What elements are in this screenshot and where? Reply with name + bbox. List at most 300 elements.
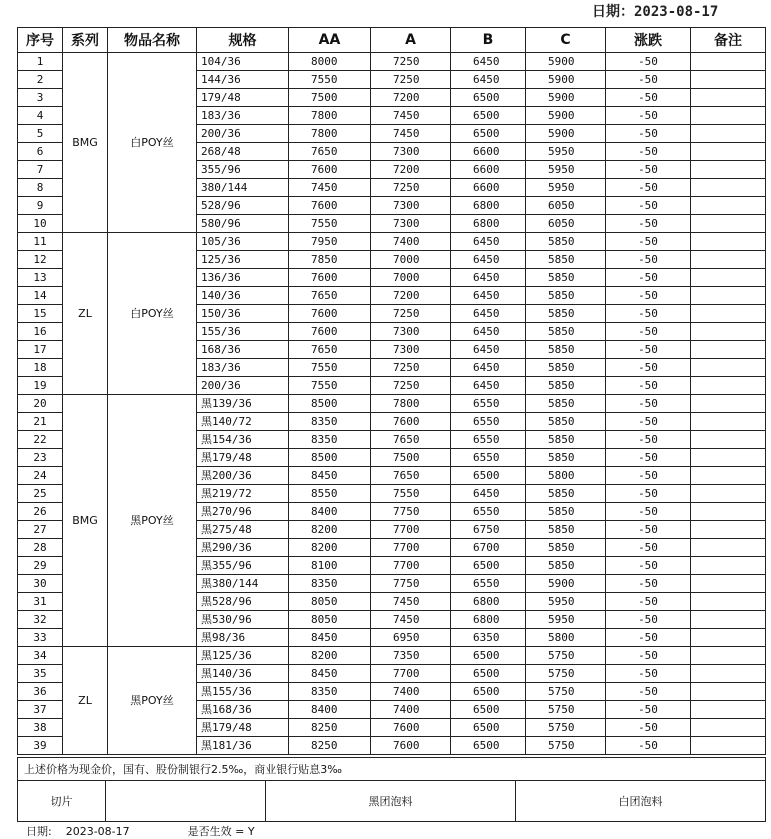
cell-c: 5750 [526, 719, 606, 737]
cell-b: 6600 [451, 179, 526, 197]
cell-c: 5850 [526, 341, 606, 359]
cell-aa: 8250 [289, 719, 371, 737]
table-row [18, 233, 766, 251]
cell-b: 6800 [451, 215, 526, 233]
cell-no: 30 [18, 575, 63, 593]
cell-b: 6500 [451, 557, 526, 575]
cell-b: 6550 [451, 413, 526, 431]
cell-b: 6500 [451, 719, 526, 737]
cell-aa: 7550 [289, 359, 371, 377]
cell-a: 7250 [371, 359, 451, 377]
cell-spec: 黑155/36 [197, 683, 289, 701]
cell-spec: 黑168/36 [197, 701, 289, 719]
cell-no: 14 [18, 287, 63, 305]
cell-c: 5950 [526, 179, 606, 197]
cell-a: 7400 [371, 683, 451, 701]
cell-spec: 155/36 [197, 323, 289, 341]
cell-aa: 8350 [289, 431, 371, 449]
cell-product: 黑POY丝 [108, 647, 197, 755]
cell-remark [691, 269, 766, 287]
cell-aa: 8000 [289, 53, 371, 71]
cell-change: -50 [606, 431, 691, 449]
cell-spec: 黑140/36 [197, 665, 289, 683]
cell-a: 7250 [371, 305, 451, 323]
cell-change: -50 [606, 107, 691, 125]
cell-a: 7250 [371, 71, 451, 89]
cell-a: 7450 [371, 611, 451, 629]
cell-b: 6500 [451, 683, 526, 701]
cell-product: 白POY丝 [108, 53, 197, 233]
table-body [18, 53, 766, 755]
cell-spec: 380/144 [197, 179, 289, 197]
cell-change: -50 [606, 503, 691, 521]
cell-change: -50 [606, 269, 691, 287]
cell-spec: 580/96 [197, 215, 289, 233]
cell-a: 7000 [371, 269, 451, 287]
cell-c: 5750 [526, 737, 606, 755]
cell-aa: 8500 [289, 395, 371, 413]
cell-b: 6450 [451, 323, 526, 341]
cell-spec: 黑179/48 [197, 449, 289, 467]
cell-spec: 104/36 [197, 53, 289, 71]
cell-spec: 黑125/36 [197, 647, 289, 665]
price-remark: 上述价格为现金价，国有、股份制银行2.5‰，商业银行贴息3‰ [18, 758, 766, 781]
cell-aa: 7550 [289, 215, 371, 233]
cell-a: 7300 [371, 323, 451, 341]
cell-remark [691, 377, 766, 395]
cell-no: 4 [18, 107, 63, 125]
cell-no: 34 [18, 647, 63, 665]
cell-remark [691, 485, 766, 503]
cell-series: BMG [63, 395, 108, 647]
cell-a: 7600 [371, 737, 451, 755]
cell-change: -50 [606, 359, 691, 377]
cell-remark [691, 521, 766, 539]
cell-no: 18 [18, 359, 63, 377]
cell-a: 6950 [371, 629, 451, 647]
cell-spec: 268/48 [197, 143, 289, 161]
cell-remark [691, 143, 766, 161]
cell-aa: 7550 [289, 377, 371, 395]
cell-no: 9 [18, 197, 63, 215]
cell-change: -50 [606, 215, 691, 233]
cell-b: 6500 [451, 125, 526, 143]
cell-remark [691, 179, 766, 197]
cell-a: 7200 [371, 287, 451, 305]
cell-spec: 150/36 [197, 305, 289, 323]
cell-remark [691, 647, 766, 665]
table-row [18, 53, 766, 71]
cell-c: 5750 [526, 647, 606, 665]
cell-series: ZL [63, 647, 108, 755]
cell-c: 5850 [526, 413, 606, 431]
cell-spec: 黑290/36 [197, 539, 289, 557]
cell-spec: 黑154/36 [197, 431, 289, 449]
cell-b: 6750 [451, 521, 526, 539]
cell-a: 7400 [371, 233, 451, 251]
cell-aa: 7600 [289, 197, 371, 215]
cell-aa: 7800 [289, 107, 371, 125]
table-row [18, 395, 766, 413]
cell-spec: 黑98/36 [197, 629, 289, 647]
cell-remark [691, 449, 766, 467]
header-row [18, 28, 766, 53]
cell-remark [691, 305, 766, 323]
cell-remark [691, 557, 766, 575]
cell-change: -50 [606, 143, 691, 161]
cell-change: -50 [606, 395, 691, 413]
cell-aa: 8400 [289, 503, 371, 521]
cell-c: 5850 [526, 431, 606, 449]
cell-c: 5850 [526, 287, 606, 305]
cell-a: 7650 [371, 467, 451, 485]
cell-b: 6450 [451, 341, 526, 359]
cell-a: 7200 [371, 89, 451, 107]
cell-b: 6500 [451, 467, 526, 485]
cell-b: 6600 [451, 143, 526, 161]
cell-remark [691, 89, 766, 107]
cell-spec: 168/36 [197, 341, 289, 359]
cell-a: 7200 [371, 161, 451, 179]
cell-aa: 8350 [289, 683, 371, 701]
cell-a: 7400 [371, 701, 451, 719]
cell-no: 6 [18, 143, 63, 161]
cell-spec: 183/36 [197, 107, 289, 125]
cell-b: 6450 [451, 71, 526, 89]
cell-c: 5850 [526, 557, 606, 575]
cell-aa: 8400 [289, 701, 371, 719]
cell-a: 7700 [371, 557, 451, 575]
cell-a: 7600 [371, 719, 451, 737]
cell-c: 5950 [526, 593, 606, 611]
cell-a: 7550 [371, 485, 451, 503]
cell-no: 19 [18, 377, 63, 395]
cell-c: 5850 [526, 359, 606, 377]
cell-aa: 7650 [289, 287, 371, 305]
cell-no: 31 [18, 593, 63, 611]
cell-remark [691, 737, 766, 755]
cell-a: 7350 [371, 647, 451, 665]
cell-b: 6700 [451, 539, 526, 557]
cell-b: 6350 [451, 629, 526, 647]
col-header-b: B [451, 28, 526, 53]
cell-change: -50 [606, 647, 691, 665]
cell-remark [691, 323, 766, 341]
cell-b: 6500 [451, 107, 526, 125]
cell-change: -50 [606, 71, 691, 89]
cell-aa: 8350 [289, 413, 371, 431]
cell-change: -50 [606, 701, 691, 719]
cell-no: 26 [18, 503, 63, 521]
cell-a: 7700 [371, 521, 451, 539]
cell-remark [691, 629, 766, 647]
cell-no: 29 [18, 557, 63, 575]
cell-a: 7300 [371, 197, 451, 215]
cell-b: 6450 [451, 53, 526, 71]
cell-no: 25 [18, 485, 63, 503]
cell-no: 21 [18, 413, 63, 431]
cell-spec: 200/36 [197, 377, 289, 395]
cell-b: 6550 [451, 395, 526, 413]
col-header-change: 涨跌 [606, 28, 691, 53]
cell-c: 5850 [526, 485, 606, 503]
cell-remark [691, 395, 766, 413]
report-date-value: 2023-08-17 [634, 4, 719, 20]
cell-remark [691, 287, 766, 305]
cell-change: -50 [606, 575, 691, 593]
cell-remark [691, 215, 766, 233]
cell-a: 7300 [371, 143, 451, 161]
col-header-remark: 备注 [691, 28, 766, 53]
cell-c: 5900 [526, 107, 606, 125]
col-header-c: C [526, 28, 606, 53]
cell-c: 5850 [526, 539, 606, 557]
cell-no: 5 [18, 125, 63, 143]
cell-no: 8 [18, 179, 63, 197]
cell-no: 35 [18, 665, 63, 683]
cell-b: 6500 [451, 647, 526, 665]
cell-remark [691, 575, 766, 593]
cell-aa: 8550 [289, 485, 371, 503]
cell-b: 6550 [451, 431, 526, 449]
cell-remark [691, 467, 766, 485]
cell-aa: 7600 [289, 161, 371, 179]
cell-b: 6450 [451, 269, 526, 287]
cell-remark [691, 539, 766, 557]
report-date [592, 1, 718, 21]
price-table [17, 27, 766, 755]
cell-change: -50 [606, 449, 691, 467]
cell-no: 15 [18, 305, 63, 323]
cell-aa: 7950 [289, 233, 371, 251]
cell-change: -50 [606, 557, 691, 575]
cell-spec: 黑181/36 [197, 737, 289, 755]
cell-series: ZL [63, 233, 108, 395]
cell-no: 13 [18, 269, 63, 287]
cell-spec: 136/36 [197, 269, 289, 287]
cell-spec: 355/96 [197, 161, 289, 179]
cell-change: -50 [606, 377, 691, 395]
cell-remark [691, 53, 766, 71]
cell-c: 5850 [526, 305, 606, 323]
cell-change: -50 [606, 467, 691, 485]
cell-b: 6500 [451, 89, 526, 107]
cell-no: 17 [18, 341, 63, 359]
cell-change: -50 [606, 179, 691, 197]
cell-no: 3 [18, 89, 63, 107]
cell-a: 7450 [371, 125, 451, 143]
cell-b: 6600 [451, 161, 526, 179]
cell-change: -50 [606, 539, 691, 557]
cell-b: 6450 [451, 377, 526, 395]
cell-b: 6550 [451, 575, 526, 593]
cell-no: 39 [18, 737, 63, 755]
cell-b: 6500 [451, 737, 526, 755]
cell-no: 38 [18, 719, 63, 737]
cell-aa: 8450 [289, 665, 371, 683]
cell-change: -50 [606, 197, 691, 215]
cell-change: -50 [606, 89, 691, 107]
cell-change: -50 [606, 341, 691, 359]
cell-a: 7500 [371, 449, 451, 467]
cell-c: 5850 [526, 323, 606, 341]
cell-no: 27 [18, 521, 63, 539]
cell-c: 5900 [526, 53, 606, 71]
cell-b: 6450 [451, 233, 526, 251]
cell-change: -50 [606, 233, 691, 251]
bottom-date-value: 2023-08-17 [65, 825, 130, 838]
cell-c: 5850 [526, 503, 606, 521]
cell-remark [691, 413, 766, 431]
footer-label-white-lump: 白团泡料 [516, 781, 766, 822]
cell-aa: 7600 [289, 323, 371, 341]
cell-aa: 8050 [289, 611, 371, 629]
report-date-label: 日期： [592, 4, 634, 20]
cell-a: 7250 [371, 53, 451, 71]
cell-change: -50 [606, 323, 691, 341]
cell-c: 5850 [526, 251, 606, 269]
cell-c: 5950 [526, 143, 606, 161]
cell-remark [691, 197, 766, 215]
cell-c: 5750 [526, 683, 606, 701]
cell-remark [691, 251, 766, 269]
cell-c: 5850 [526, 395, 606, 413]
cell-change: -50 [606, 737, 691, 755]
cell-change: -50 [606, 665, 691, 683]
cell-aa: 7800 [289, 125, 371, 143]
bottom-date-label: 日期: [26, 825, 52, 838]
cell-aa: 8450 [289, 629, 371, 647]
cell-remark [691, 719, 766, 737]
cell-a: 7750 [371, 575, 451, 593]
cell-aa: 7550 [289, 71, 371, 89]
cell-c: 5750 [526, 665, 606, 683]
footer-table [17, 757, 766, 822]
cell-remark [691, 701, 766, 719]
cell-remark [691, 593, 766, 611]
cell-aa: 7850 [289, 251, 371, 269]
cell-c: 5950 [526, 161, 606, 179]
cell-aa: 8200 [289, 521, 371, 539]
cell-change: -50 [606, 683, 691, 701]
col-header-product: 物品名称 [108, 28, 197, 53]
cell-b: 6450 [451, 359, 526, 377]
cell-spec: 黑140/72 [197, 413, 289, 431]
cell-b: 6800 [451, 611, 526, 629]
cell-remark [691, 125, 766, 143]
cell-aa: 8200 [289, 647, 371, 665]
cell-spec: 黑179/48 [197, 719, 289, 737]
cell-no: 28 [18, 539, 63, 557]
cell-b: 6450 [451, 485, 526, 503]
cell-b: 6450 [451, 251, 526, 269]
cell-series: BMG [63, 53, 108, 233]
cell-a: 7000 [371, 251, 451, 269]
cell-b: 6450 [451, 305, 526, 323]
cell-product: 黑POY丝 [108, 395, 197, 647]
cell-remark [691, 359, 766, 377]
cell-change: -50 [606, 53, 691, 71]
cell-c: 5950 [526, 611, 606, 629]
table-row [18, 647, 766, 665]
cell-no: 12 [18, 251, 63, 269]
cell-no: 33 [18, 629, 63, 647]
cell-b: 6800 [451, 197, 526, 215]
cell-spec: 179/48 [197, 89, 289, 107]
cell-change: -50 [606, 251, 691, 269]
cell-a: 7800 [371, 395, 451, 413]
cell-remark [691, 161, 766, 179]
cell-remark [691, 665, 766, 683]
cell-change: -50 [606, 611, 691, 629]
cell-b: 6550 [451, 449, 526, 467]
cell-product: 白POY丝 [108, 233, 197, 395]
cell-remark [691, 71, 766, 89]
col-header-aa: AA [289, 28, 371, 53]
cell-a: 7450 [371, 107, 451, 125]
cell-remark [691, 683, 766, 701]
cell-change: -50 [606, 521, 691, 539]
cell-b: 6500 [451, 701, 526, 719]
cell-no: 2 [18, 71, 63, 89]
cell-aa: 8350 [289, 575, 371, 593]
cell-aa: 8200 [289, 539, 371, 557]
cell-c: 5800 [526, 467, 606, 485]
cell-aa: 8450 [289, 467, 371, 485]
cell-spec: 200/36 [197, 125, 289, 143]
cell-spec: 105/36 [197, 233, 289, 251]
cell-a: 7450 [371, 593, 451, 611]
cell-a: 7250 [371, 377, 451, 395]
cell-change: -50 [606, 719, 691, 737]
cell-no: 11 [18, 233, 63, 251]
cell-c: 5800 [526, 629, 606, 647]
cell-c: 5850 [526, 521, 606, 539]
cell-c: 5750 [526, 701, 606, 719]
cell-spec: 黑270/96 [197, 503, 289, 521]
cell-b: 6800 [451, 593, 526, 611]
cell-aa: 8250 [289, 737, 371, 755]
cell-c: 6050 [526, 215, 606, 233]
cell-c: 5900 [526, 71, 606, 89]
cell-remark [691, 611, 766, 629]
cell-no: 32 [18, 611, 63, 629]
cell-c: 5900 [526, 125, 606, 143]
cell-change: -50 [606, 305, 691, 323]
cell-spec: 黑200/36 [197, 467, 289, 485]
cell-spec: 黑275/48 [197, 521, 289, 539]
cell-a: 7600 [371, 413, 451, 431]
cell-no: 16 [18, 323, 63, 341]
cell-spec: 528/96 [197, 197, 289, 215]
footer-cell-blank [106, 781, 266, 822]
cell-a: 7300 [371, 341, 451, 359]
cell-remark [691, 341, 766, 359]
cell-a: 7700 [371, 665, 451, 683]
cell-a: 7650 [371, 431, 451, 449]
footer-label-black-lump: 黑团泡料 [266, 781, 516, 822]
cell-aa: 7650 [289, 143, 371, 161]
cell-c: 5850 [526, 377, 606, 395]
cell-remark [691, 431, 766, 449]
cell-change: -50 [606, 629, 691, 647]
cell-a: 7250 [371, 179, 451, 197]
col-header-series: 系列 [63, 28, 108, 53]
cell-b: 6450 [451, 287, 526, 305]
footer-label-slice: 切片 [18, 781, 106, 822]
cell-remark [691, 107, 766, 125]
cell-aa: 7500 [289, 89, 371, 107]
